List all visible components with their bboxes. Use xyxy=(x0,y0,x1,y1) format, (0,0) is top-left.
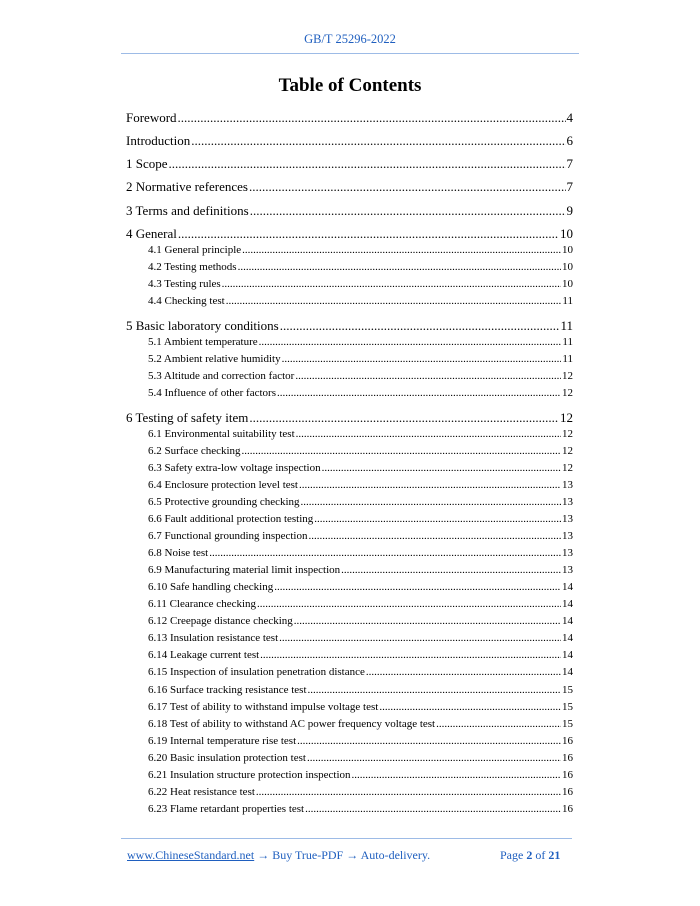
toc-dot-leader xyxy=(169,156,566,172)
toc-entry[interactable] xyxy=(148,615,573,627)
toc-dot-leader xyxy=(256,786,561,798)
toc-entry-page: 12 xyxy=(562,428,573,440)
toc-entry-label: 6.5 Protective grounding checking xyxy=(148,496,300,508)
toc-entry[interactable] xyxy=(148,479,573,491)
page-prefix: Page xyxy=(500,848,527,862)
toc-entry-page: 4 xyxy=(566,110,573,125)
toc-entry[interactable] xyxy=(148,428,573,440)
toc-entry-label: 6.1 Environmental suitability test xyxy=(148,428,295,440)
toc-entry-label: 6.11 Clearance checking xyxy=(148,598,257,610)
toc-entry[interactable] xyxy=(148,462,573,474)
toc-entry-label: 6.17 Test of ability to withstand impulse voltage test xyxy=(148,701,379,713)
toc-dot-leader xyxy=(178,226,559,242)
toc-entry-label: Introduction xyxy=(126,133,191,148)
toc-entry-page: 14 xyxy=(562,581,573,593)
toc-entry-label: 6.15 Inspection of insulation penetration distance xyxy=(148,666,365,678)
toc-entry[interactable] xyxy=(126,203,573,219)
toc-entry-page: 12 xyxy=(562,445,573,457)
header-divider xyxy=(121,53,579,54)
toc-dot-leader xyxy=(282,353,562,365)
toc-dot-leader xyxy=(226,295,562,307)
toc-entry-label: 5 Basic laboratory conditions xyxy=(126,318,279,333)
toc-dot-leader xyxy=(249,410,559,426)
toc-entry[interactable] xyxy=(126,156,573,172)
toc-entry-label: 6.14 Leakage current test xyxy=(148,649,260,661)
toc-entry-label: 3 Terms and definitions xyxy=(126,203,249,218)
page-title: Table of Contents xyxy=(278,75,422,96)
toc-entry-page: 13 xyxy=(562,479,573,491)
toc-entry-label: 2 Normative references xyxy=(126,179,248,194)
toc-entry[interactable] xyxy=(148,445,573,457)
toc-entry-label: 5.1 Ambient temperature xyxy=(148,336,258,348)
toc-entry-label: 6.6 Fault additional protection testing xyxy=(148,513,314,525)
toc-entry-page: 14 xyxy=(562,615,573,627)
toc-entry[interactable] xyxy=(148,718,573,730)
toc-dot-leader xyxy=(259,336,562,348)
toc-entry[interactable] xyxy=(126,410,573,426)
toc-entry-page: 12 xyxy=(562,387,573,399)
toc-entry-label: 4 General xyxy=(126,226,177,241)
toc-entry-page: 11 xyxy=(562,336,573,348)
page-total: 21 xyxy=(548,848,561,862)
toc-entry[interactable] xyxy=(148,581,573,593)
toc-dot-leader xyxy=(191,133,565,149)
toc-entry[interactable] xyxy=(148,496,573,508)
toc-dot-leader xyxy=(296,428,561,440)
toc-dot-leader xyxy=(314,513,561,525)
toc-dot-leader xyxy=(257,598,561,610)
toc-entry-label: 6.2 Surface checking xyxy=(148,445,241,457)
toc-entry-label: Foreword xyxy=(126,110,177,125)
toc-entry-label: 6.18 Test of ability to withstand AC power frequency voltage test xyxy=(148,718,436,730)
toc-entry-label: 6 Testing of safety item xyxy=(126,410,249,425)
toc-dot-leader xyxy=(307,752,561,764)
toc-entry[interactable] xyxy=(148,353,573,365)
toc-entry[interactable] xyxy=(148,530,573,542)
toc-entry[interactable] xyxy=(126,318,573,334)
toc-entry[interactable] xyxy=(148,632,573,644)
toc-entry-label: 6.16 Surface tracking resistance test xyxy=(148,684,307,696)
toc-entry[interactable] xyxy=(148,769,573,781)
toc-entry[interactable] xyxy=(148,701,573,713)
toc-entry-page: 10 xyxy=(562,244,573,256)
toc-entry-label: 6.9 Manufacturing material limit inspection xyxy=(148,564,341,576)
toc-entry-page: 13 xyxy=(562,564,573,576)
toc-entry-page: 10 xyxy=(562,261,573,273)
toc-dot-leader xyxy=(366,666,561,678)
toc-entry-page: 7 xyxy=(566,156,573,171)
toc-dot-leader xyxy=(280,318,560,334)
toc-dot-leader xyxy=(277,387,561,399)
toc-entry[interactable] xyxy=(148,735,573,747)
page-current: 2 xyxy=(526,848,533,862)
toc-entry-label: 4.3 Testing rules xyxy=(148,278,221,290)
toc-entry-page: 13 xyxy=(562,547,573,559)
toc-entry[interactable] xyxy=(148,649,573,661)
toc-entry-page: 12 xyxy=(560,410,573,425)
toc-entry-label: 6.13 Insulation resistance test xyxy=(148,632,279,644)
toc-dot-leader xyxy=(379,701,561,713)
toc-entry-page: 13 xyxy=(562,513,573,525)
toc-dot-leader xyxy=(274,581,561,593)
toc-entry-label: 5.3 Altitude and correction factor xyxy=(148,370,295,382)
toc-entry-label: 6.10 Safe handling checking xyxy=(148,581,274,593)
toc-entry-page: 16 xyxy=(562,752,573,764)
toc-entry[interactable] xyxy=(126,110,573,126)
toc-entry-label: 6.23 Flame retardant properties test xyxy=(148,803,305,815)
toc-entry-page: 14 xyxy=(562,598,573,610)
document-header-id: GB/T 25296-2022 xyxy=(304,32,396,46)
toc-entry[interactable] xyxy=(148,666,573,678)
toc-dot-leader xyxy=(294,615,561,627)
toc-entry-page: 15 xyxy=(562,701,573,713)
toc-entry[interactable] xyxy=(148,261,573,273)
toc-entry-label: 6.19 Internal temperature rise test xyxy=(148,735,297,747)
toc-dot-leader xyxy=(279,632,561,644)
toc-dot-leader xyxy=(301,496,561,508)
toc-dot-leader xyxy=(250,203,566,219)
toc-entry[interactable] xyxy=(148,513,573,525)
toc-entry-label: 6.3 Safety extra-low voltage inspection xyxy=(148,462,321,474)
toc-entry-label: 4.2 Testing methods xyxy=(148,261,237,273)
toc-entry[interactable] xyxy=(148,564,573,576)
toc-dot-leader xyxy=(299,479,561,491)
toc-entry-page: 14 xyxy=(562,649,573,661)
toc-entry[interactable] xyxy=(126,226,573,242)
toc-entry-page: 13 xyxy=(562,496,573,508)
toc-dot-leader xyxy=(436,718,561,730)
toc-dot-leader xyxy=(260,649,561,661)
toc-dot-leader xyxy=(308,530,561,542)
toc-dot-leader xyxy=(242,244,561,256)
toc-entry-label: 1 Scope xyxy=(126,156,168,171)
toc-entry-page: 12 xyxy=(562,462,573,474)
toc-entry-page: 11 xyxy=(562,353,573,365)
toc-entry-page: 14 xyxy=(562,666,573,678)
toc-entry[interactable] xyxy=(148,684,573,696)
toc-entry-label: 6.22 Heat resistance test xyxy=(148,786,255,798)
toc-entry[interactable] xyxy=(148,336,573,348)
toc-entry-page: 7 xyxy=(566,179,573,194)
toc-entry-label: 6.4 Enclosure protection level test xyxy=(148,479,298,491)
toc-dot-leader xyxy=(209,547,561,559)
toc-entry-page: 6 xyxy=(566,133,573,148)
toc-dot-leader xyxy=(308,684,561,696)
toc-dot-leader xyxy=(295,370,561,382)
toc-entry[interactable] xyxy=(148,387,573,399)
toc-entry-page: 16 xyxy=(562,803,573,815)
toc-entry-page: 16 xyxy=(562,735,573,747)
toc-entry-page: 10 xyxy=(562,278,573,290)
toc-dot-leader xyxy=(322,462,561,474)
toc-dot-leader xyxy=(305,803,561,815)
footer-url[interactable]: www.ChineseStandard.net xyxy=(127,848,255,862)
toc-entry-page: 14 xyxy=(562,632,573,644)
toc-entry-page: 9 xyxy=(566,203,573,218)
toc-entry[interactable] xyxy=(148,370,573,382)
toc-dot-leader xyxy=(238,261,561,273)
footer-divider xyxy=(121,838,572,839)
toc-entry-page: 13 xyxy=(562,530,573,542)
toc-dot-leader xyxy=(297,735,561,747)
toc-entry-label: 6.8 Noise test xyxy=(148,547,209,559)
page-indicator xyxy=(500,848,560,863)
toc-entry-label: 6.21 Insulation structure protection inspection xyxy=(148,769,351,781)
toc-entry[interactable] xyxy=(148,803,573,815)
toc-entry-label: 6.7 Functional grounding inspection xyxy=(148,530,308,542)
toc-entry[interactable] xyxy=(148,598,573,610)
toc-dot-leader xyxy=(341,564,561,576)
toc-dot-leader xyxy=(242,445,561,457)
toc-entry[interactable] xyxy=(148,278,573,290)
page-of: of xyxy=(532,848,549,862)
toc-entry-label: 4.4 Checking test xyxy=(148,295,225,307)
toc-entry[interactable] xyxy=(148,786,573,798)
toc-entry-page: 15 xyxy=(562,718,573,730)
footer-link-suffix: → Buy True-PDF → Auto-delivery. xyxy=(254,848,431,862)
toc-entry-page: 15 xyxy=(562,684,573,696)
toc-dot-leader xyxy=(222,278,561,290)
toc-entry-label: 5.4 Influence of other factors xyxy=(148,387,276,399)
toc-entry-label: 6.20 Basic insulation protection test xyxy=(148,752,306,764)
toc-dot-leader xyxy=(178,110,566,126)
toc-entry[interactable] xyxy=(148,295,573,307)
toc-entry-label: 4.1 General principle xyxy=(148,244,242,256)
toc-entry[interactable] xyxy=(148,244,573,256)
toc-dot-leader xyxy=(249,179,566,195)
footer-link[interactable] xyxy=(127,848,430,863)
toc-entry[interactable] xyxy=(148,547,573,559)
toc-entry[interactable] xyxy=(148,752,573,764)
toc-entry[interactable] xyxy=(126,179,573,195)
toc-entry-page: 11 xyxy=(560,318,573,333)
toc-entry-page: 10 xyxy=(560,226,573,241)
toc-entry-page: 12 xyxy=(562,370,573,382)
toc-entry[interactable] xyxy=(126,133,573,149)
toc-entry-page: 16 xyxy=(562,769,573,781)
toc-dot-leader xyxy=(352,769,561,781)
toc-entry-page: 11 xyxy=(562,295,573,307)
toc-entry-page: 16 xyxy=(562,786,573,798)
toc-entry-label: 5.2 Ambient relative humidity xyxy=(148,353,281,365)
toc-entry-label: 6.12 Creepage distance checking xyxy=(148,615,293,627)
